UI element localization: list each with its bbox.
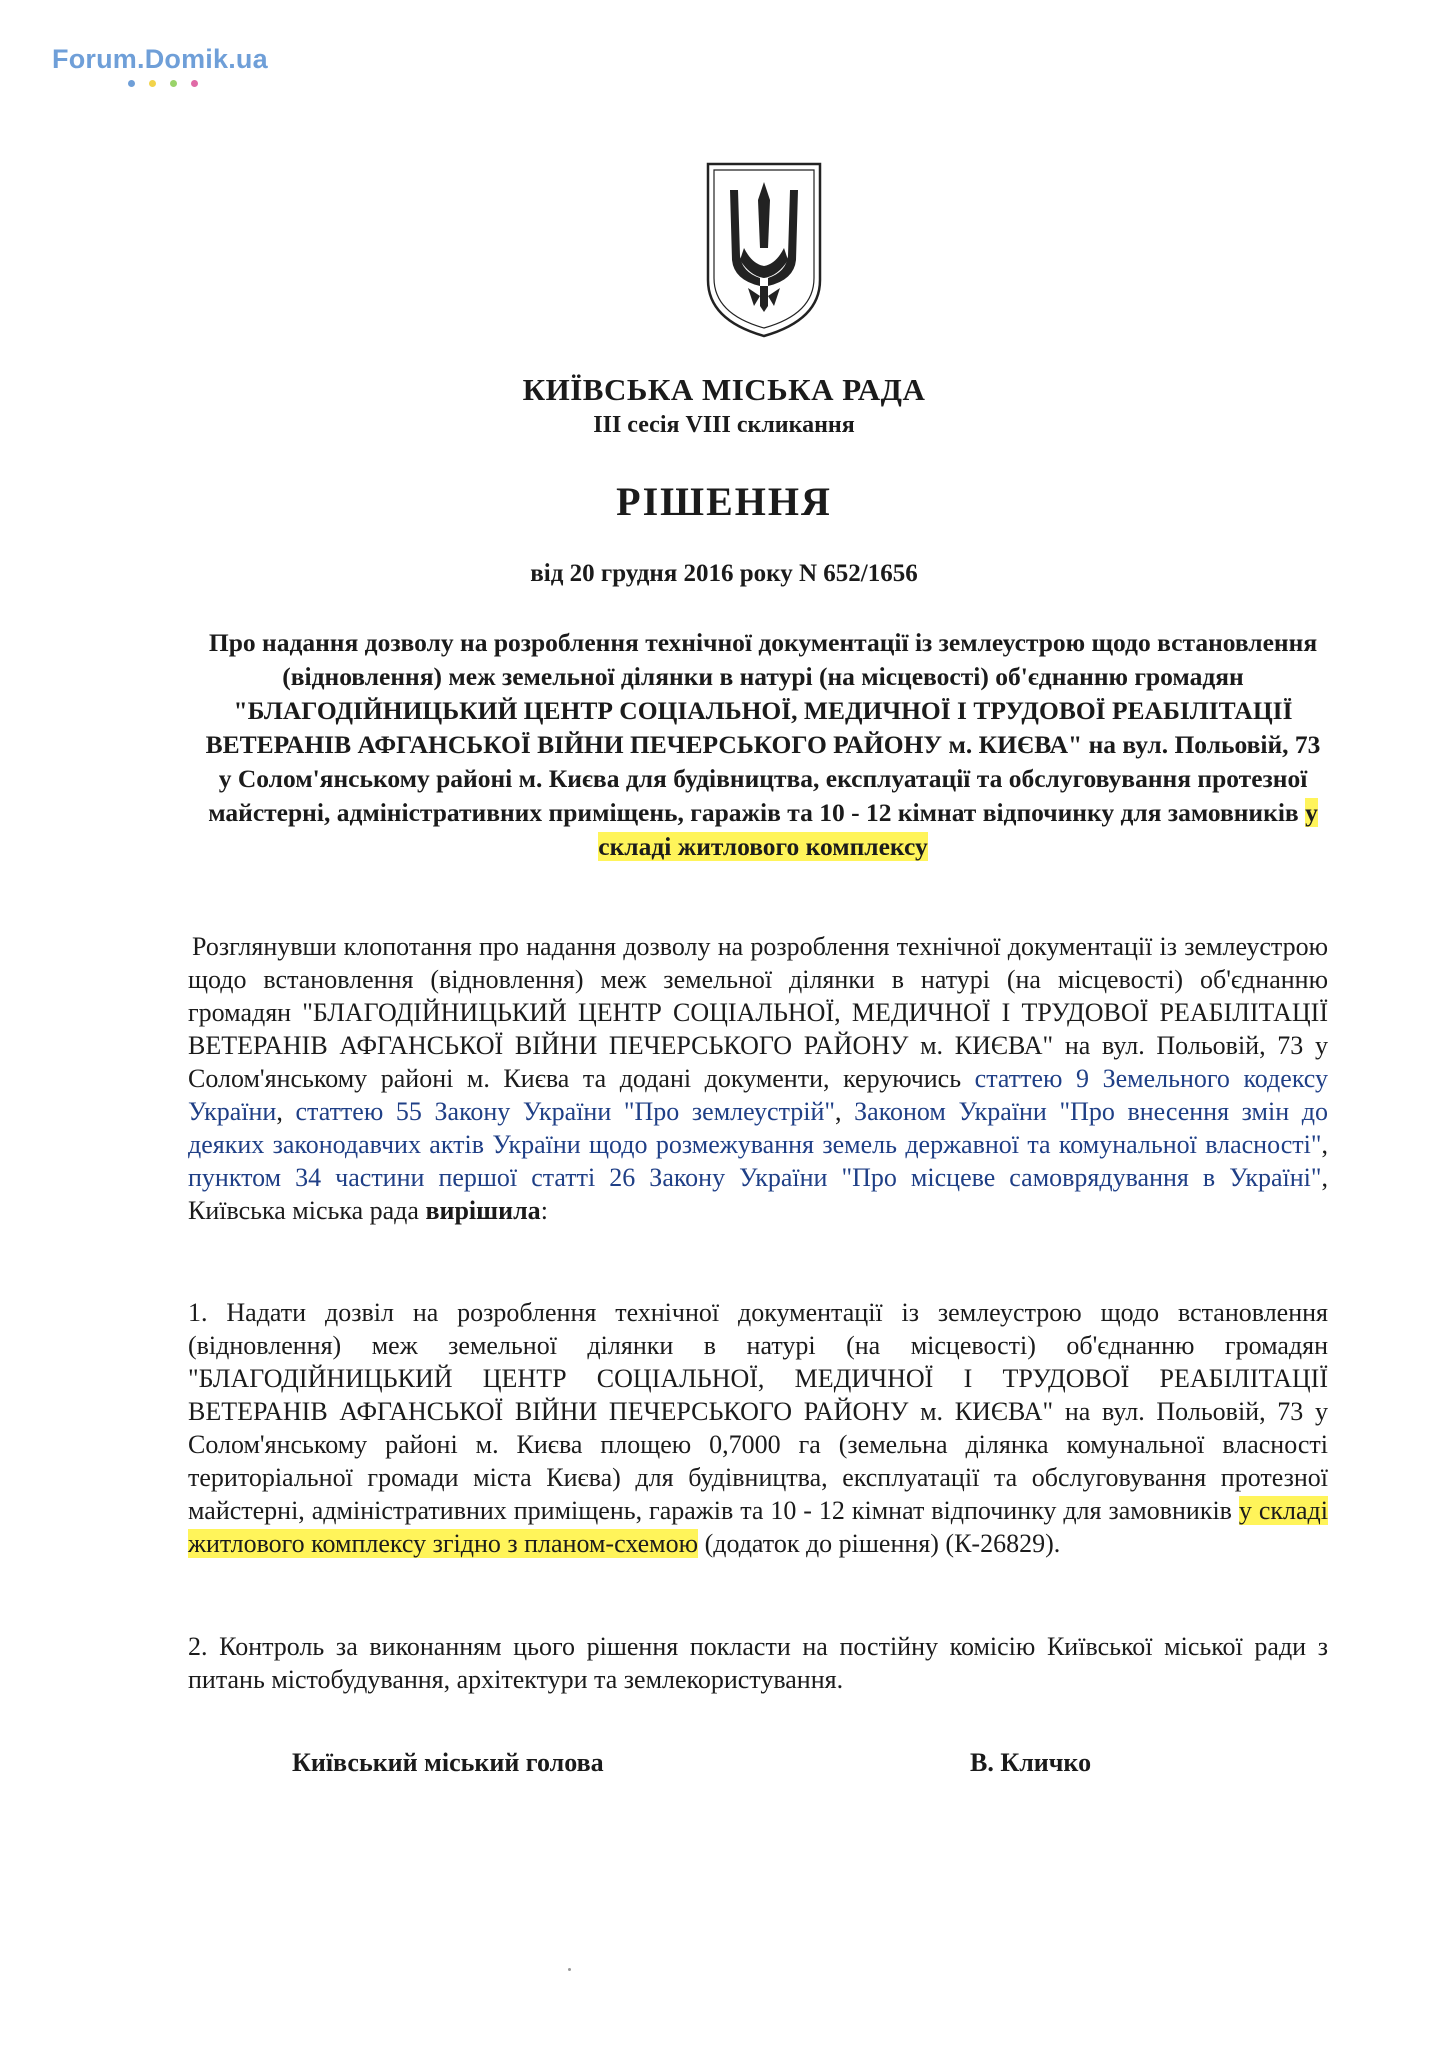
preamble-separator: , — [276, 1097, 296, 1126]
session-line: ІІІ сесія VIII скликання — [593, 412, 855, 438]
organization-title: КИЇВСЬКА МІСЬКА РАДА — [522, 372, 926, 407]
signature-position: Київський міський голова — [292, 1748, 604, 1777]
preamble-text-end: , Київська міська рада — [188, 1163, 1328, 1225]
preamble-paragraph — [188, 930, 1328, 1227]
preamble-colon: : — [540, 1196, 548, 1225]
legal-reference-land-management-law: статтею 55 Закону України "Про землеустрій" — [295, 1097, 835, 1126]
item-1-highlight: у складі житлового комплексу згідно з планом-схемою — [188, 1496, 1328, 1558]
preamble-text: Розглянувши клопотання про надання дозволу на розроблення технічної документації із землеустрою щодо встановлення (відновлення) меж земельної ділянки в натурі (на місцевості) об'єднанню громадян "БЛАГОДІЙНИЦЬКИЙ ЦЕНТР СОЦІАЛЬНОЇ, МЕДИЧНОЇ І ТРУДОВОЇ РЕАБІЛІТАЦІЇ ВЕТЕРАНІВ АФГАНСЬКОЇ ВІЙНИ ПЕЧЕРСЬКОГО РАЙОНУ м. КИЄВА" на вул. Польовій, 73 у Солом'янському районі м. Києва та додані документи, керуючись — [188, 932, 1328, 1093]
legal-reference-amendments-law: Законом України "Про внесення змін до деяких законодавчих актів України щодо розмежування земель державної та комунальної власності" — [188, 1097, 1328, 1159]
item-1-text: 1. Надати дозвіл на розроблення технічної документації із землеустрою щодо встановлення (відновлення) меж земельної ділянки в натурі (на місцевості) об'єднанню громадян "БЛАГОДІЙНИЦЬКИЙ ЦЕНТР СОЦІАЛЬНОЇ, МЕДИЧНОЇ І ТРУДОВОЇ РЕАБІЛІТАЦІЇ ВЕТЕРАНІВ АФГАНСЬКОЇ ВІЙНИ ПЕЧЕРСЬКОГО РАЙОНУ м. КИЄВА" на вул. Польовій, 73 у Солом'янському районі м. Києва площею 0,7000 га (земельна ділянка комунальної власності територіальної громади міста Києва) для будівництва, експлуатації та обслуговування протезної майстерні, адміністративних приміщень, гаражів та 10 - 12 кімнат відпочинку для замовників — [188, 1298, 1328, 1525]
date-number-line: від 20 грудня 2016 року N 652/1656 — [530, 560, 918, 587]
decision-item-2: 2. Контроль за виконанням цього рішення покласти на постійну комісію Київської міської ради з питань містобудування, архітектури та землекористування. — [188, 1632, 1328, 1694]
decision-subject — [200, 626, 1326, 864]
item-1-text-end: (додаток до рішення) (К-26829). — [698, 1529, 1061, 1558]
legal-reference-self-government-law: пунктом 34 частини першої статті 26 Закону України "Про місцеве самоврядування в Україні" — [188, 1163, 1322, 1192]
watermark-dots — [128, 80, 198, 87]
preamble-separator: , — [1321, 1130, 1328, 1159]
legal-reference-land-code: статтею 9 Земельного кодексу України — [188, 1064, 1328, 1126]
trident-coat-of-arms-icon — [704, 160, 824, 340]
document-type-title: РІШЕННЯ — [616, 479, 832, 524]
watermark-dot — [170, 80, 177, 87]
scan-speck — [568, 1968, 571, 1971]
watermark-logo: Forum.Domik.ua — [52, 44, 268, 74]
signature-name: В. Кличко — [970, 1748, 1092, 1777]
decided-word: вирішила — [425, 1196, 541, 1225]
preamble-separator: , — [835, 1097, 855, 1126]
watermark-dot — [191, 80, 198, 87]
subject-highlight: у складі житлового комплексу — [598, 798, 1318, 861]
decision-item-1 — [188, 1296, 1328, 1560]
subject-text: Про надання дозволу на розроблення технічної документації із землеустрою щодо встановлення (відновлення) меж земельної ділянки в натурі (на місцевості) об'єднанню громадян "БЛАГОДІЙНИЦЬКИЙ ЦЕНТР СОЦІАЛЬНОЇ, МЕДИЧНОЇ І ТРУДОВОЇ РЕАБІЛІТАЦІЇ ВЕТЕРАНІВ АФГАНСЬКОЇ ВІЙНИ ПЕЧЕРСЬКОГО РАЙОНУ м. КИЄВА" на вул. Польовій, 73 у Солом'янському районі м. Києва для будівництва, експлуатації та обслуговування протезної майстерні, адміністративних приміщень, гаражів та 10 - 12 кімнат відпочинку для замовників — [205, 628, 1321, 827]
watermark-dot — [128, 80, 135, 87]
watermark-dot — [149, 80, 156, 87]
